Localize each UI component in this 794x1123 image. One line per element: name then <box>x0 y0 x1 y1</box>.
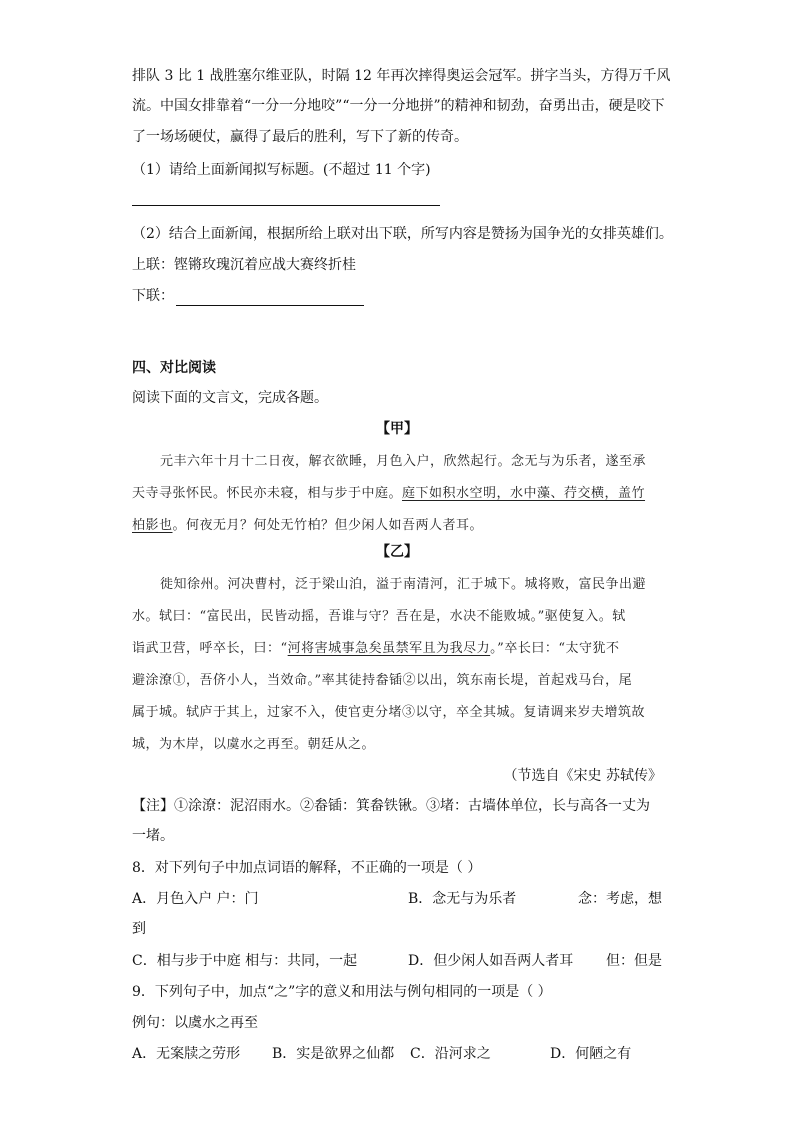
news-line-1: 排队 3 比 1 战胜塞尔维亚队，时隔 12 年再次摔得奥运会冠军。拼字当头，方得万千风 <box>132 68 671 84</box>
note-line-2: 一堵。 <box>132 828 174 844</box>
jia-underlined-2: 柏影也 <box>132 518 173 533</box>
q8-option-a[interactable]: A．月色入户 户：门 <box>132 891 259 907</box>
q9-option-a[interactable]: A．无案牍之劳形 <box>132 1046 241 1062</box>
jia-underlined-1: 庭下如积水空明，水中藻、荇交横，盖竹 <box>402 486 646 501</box>
yi-line-2: 水。轼曰：“富民出，民皆动摇，吾谁与守？吾在是，水决不能败城。”驱使复入。轼 <box>132 609 626 624</box>
yi-underlined: 河将害城事急矣虽禁军且为我尽力 <box>287 641 491 656</box>
couplet-lower-label: 下联： <box>132 288 174 304</box>
passage-yi-label: 【乙】 <box>376 544 418 560</box>
q8-option-b-continued: 到 <box>132 921 146 937</box>
question-2: （2）结合上面新闻，根据所给上联对出下联，所写内容是赞扬为国争光的女排英雄们。 <box>132 226 673 242</box>
passage-jia-label: 【甲】 <box>376 421 418 437</box>
news-line-2: 流。中国女排靠着“一分一分地咬”“一分一分地拼”的精神和韧劲，奋勇出击，硬是咬下 <box>132 98 665 114</box>
question-8-stem: 8．对下列句子中加点词语的解释，不正确的一项是（ ） <box>132 860 482 876</box>
q9-option-b[interactable]: B．实是欲界之仙都 <box>272 1046 395 1062</box>
yi-line-3-c: 。”卒长曰：“太守犹不 <box>490 641 620 656</box>
answer-line-1[interactable] <box>132 205 440 206</box>
yi-line-3-a: 诣武卫营，呼卒长，曰：“ <box>132 641 288 656</box>
q8-option-c[interactable]: C．相与步于中庭 相与：共同，一起 <box>132 953 358 969</box>
jia-line-3 <box>132 516 483 536</box>
answer-blank-lower[interactable] <box>176 291 364 306</box>
note-line-1: 【注】①涂潦：泥沼雨水。②畚锸：箕畚铁锹。③堵：古墙体单位，长与高各一丈为 <box>132 798 650 814</box>
section-instruction: 阅读下面的文言文，完成各题。 <box>132 390 328 406</box>
question-1: （1）请给上面新闻拟写标题。(不超过 11 个字) <box>132 162 431 178</box>
q8-option-b[interactable]: B．念无与为乐者 <box>408 891 517 907</box>
q9-option-d[interactable]: D．何陋之有 <box>550 1046 632 1062</box>
yi-line-3 <box>132 639 619 659</box>
yi-line-5: 属于城。轼庐于其上，过家不入，使官吏分堵③以守，卒全其城。复请调来岁夫增筑故 <box>132 705 646 720</box>
q9-option-c[interactable]: C．沿河求之 <box>410 1046 491 1062</box>
jia-line-3-text: 。何夜无月？何处无竹柏？但少闲人如吾两人者耳。 <box>172 518 484 533</box>
passage-source: （节选自《宋史 苏轼传》 <box>503 768 662 784</box>
jia-line-2 <box>132 484 645 504</box>
couplet-lower <box>132 286 364 306</box>
question-9-example: 例句：以虞水之再至 <box>132 1015 258 1031</box>
q8-option-d-gloss: 但：但是 <box>606 953 662 969</box>
jia-line-1: 元丰六年十月十二日夜，解衣欲睡，月色入户，欣然起行。念无与为乐者，遂至承 <box>160 454 647 469</box>
couplet-upper: 上联：铿锵玫瑰沉着应战大赛终折桂 <box>132 257 356 273</box>
section-title: 四、对比阅读 <box>132 360 216 376</box>
news-line-3: 了一场场硬仗，赢得了最后的胜利，写下了新的传奇。 <box>132 129 468 145</box>
yi-line-6: 城，为木岸，以虞水之再至。朝廷从之。 <box>132 737 376 752</box>
q8-option-b-gloss: 念：考虑，想 <box>578 891 662 907</box>
q8-option-d[interactable]: D．但少闲人如吾两人者耳 <box>408 953 574 969</box>
yi-line-4: 避涂潦①，吾侪小人，当效命。”率其徒持畚锸②以出，筑东南长堤，首起戏马台，尾 <box>132 673 633 688</box>
yi-line-1: 徙知徐州。河决曹村，泛于梁山泊，溢于南清河，汇于城下。城将败，富民争出避 <box>160 577 647 592</box>
question-9-stem: 9．下列句子中，加点“之”字的意义和用法与例句相同的一项是（ ） <box>132 984 552 1000</box>
jia-line-2-text: 天寺寻张怀民。怀民亦未寝，相与步于中庭。 <box>132 486 403 501</box>
